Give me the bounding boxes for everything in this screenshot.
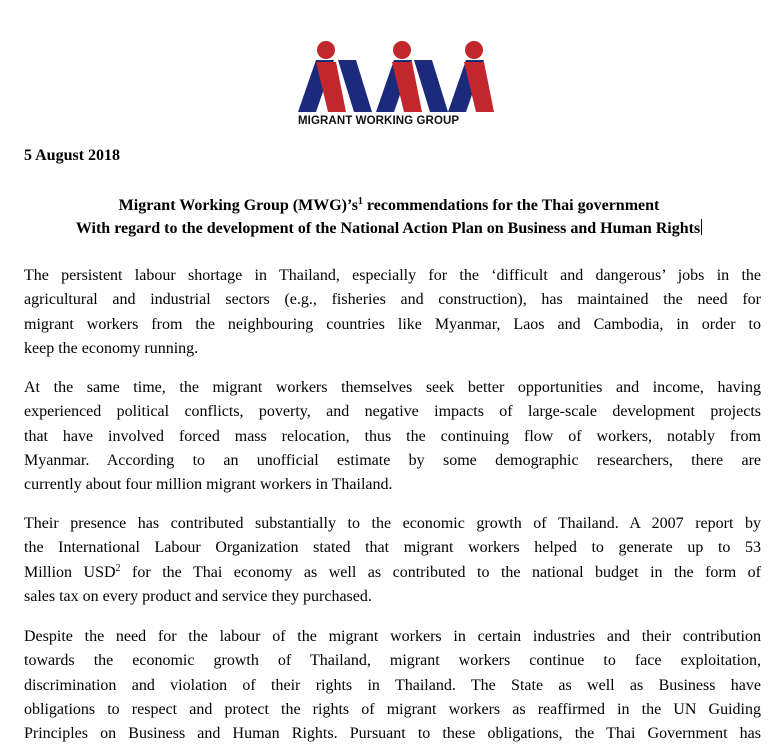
paragraph-1 [24, 264, 761, 361]
paragraph-line: currently about four million migrant workers in Thailand. [24, 476, 393, 494]
line-text: Million USD [24, 563, 116, 581]
paragraph-line: experienced political conflicts, poverty, and negative impacts of large-scale development projects [24, 403, 761, 421]
paragraph-line: towards the economic growth of Thailand, migrant workers continue to face exploitation, [24, 652, 761, 670]
title-line-1-main: Migrant Working Group (MWG)’s [118, 197, 358, 214]
paragraph-4 [24, 625, 761, 746]
paragraph-line: Principles on Business and Human Rights. Pursuant to these obligations, the Thai Government has [24, 725, 761, 743]
logo-caption: MIGRANT WORKING GROUP [298, 115, 460, 127]
line-text: for the Thai economy as well as contributed to the national budget in the form of [120, 563, 762, 581]
paragraph-line: The persistent labour shortage in Thailand, especially for the ‘difficult and dangerous’ jobs in the [24, 267, 761, 284]
paragraph-line: Myanmar. According to an unofficial estimate by some demographic researchers, there are [24, 451, 761, 469]
paragraph-2 [24, 376, 761, 497]
paragraph-line: At the same time, the migrant workers themselves seek better opportunities and income, having [24, 379, 761, 396]
paragraph-line [24, 561, 761, 585]
title-line-1 [24, 194, 754, 217]
mwg-logo-mark [298, 40, 510, 116]
paragraph-line: the International Labour Organization stated that migrant workers helped to generate up to 53 [24, 539, 761, 557]
paragraph-line: that have involved forced mass relocation, thus the continuing flow of workers, notably from [24, 427, 761, 445]
title-line-2-text: With regard to the development of the National Action Plan on Business and Human Rights [75, 220, 701, 237]
mwg-logo [298, 40, 510, 130]
title-line-1-tail: recommendations for the Thai government [362, 197, 660, 214]
paragraph-3 [24, 512, 761, 609]
paragraph-line: obligations to respect and protect the rights of migrant workers as reaffirmed in the UN Guiding [24, 700, 761, 718]
footnote-ref-2: 2 [115, 562, 121, 574]
document-title [24, 194, 754, 240]
document-date: 5 August 2018 [24, 147, 121, 164]
title-line-2 [24, 217, 754, 240]
paragraph-line: Despite the need for the labour of the migrant workers in certain industries and their contribution [24, 628, 761, 645]
paragraph-line: sales tax on every product and service they purchased. [24, 587, 372, 605]
paragraph-line: discrimination and violation of their rights in Thailand. The State as well as Business have [24, 676, 761, 694]
paragraph-line: keep the economy running. [24, 339, 199, 357]
paragraph-line: Their presence has contributed substantially to the economic growth of Thailand. A 2007 report by [24, 515, 761, 532]
paragraph-line: agricultural and industrial sectors (e.g., fisheries and construction), has maintained the need for [24, 291, 761, 309]
text-cursor [701, 219, 702, 235]
paragraph-line: migrant workers from the neighbouring countries like Myanmar, Laos and Cambodia, in order to [24, 315, 761, 333]
footnote-ref-1: 1 [357, 196, 363, 207]
